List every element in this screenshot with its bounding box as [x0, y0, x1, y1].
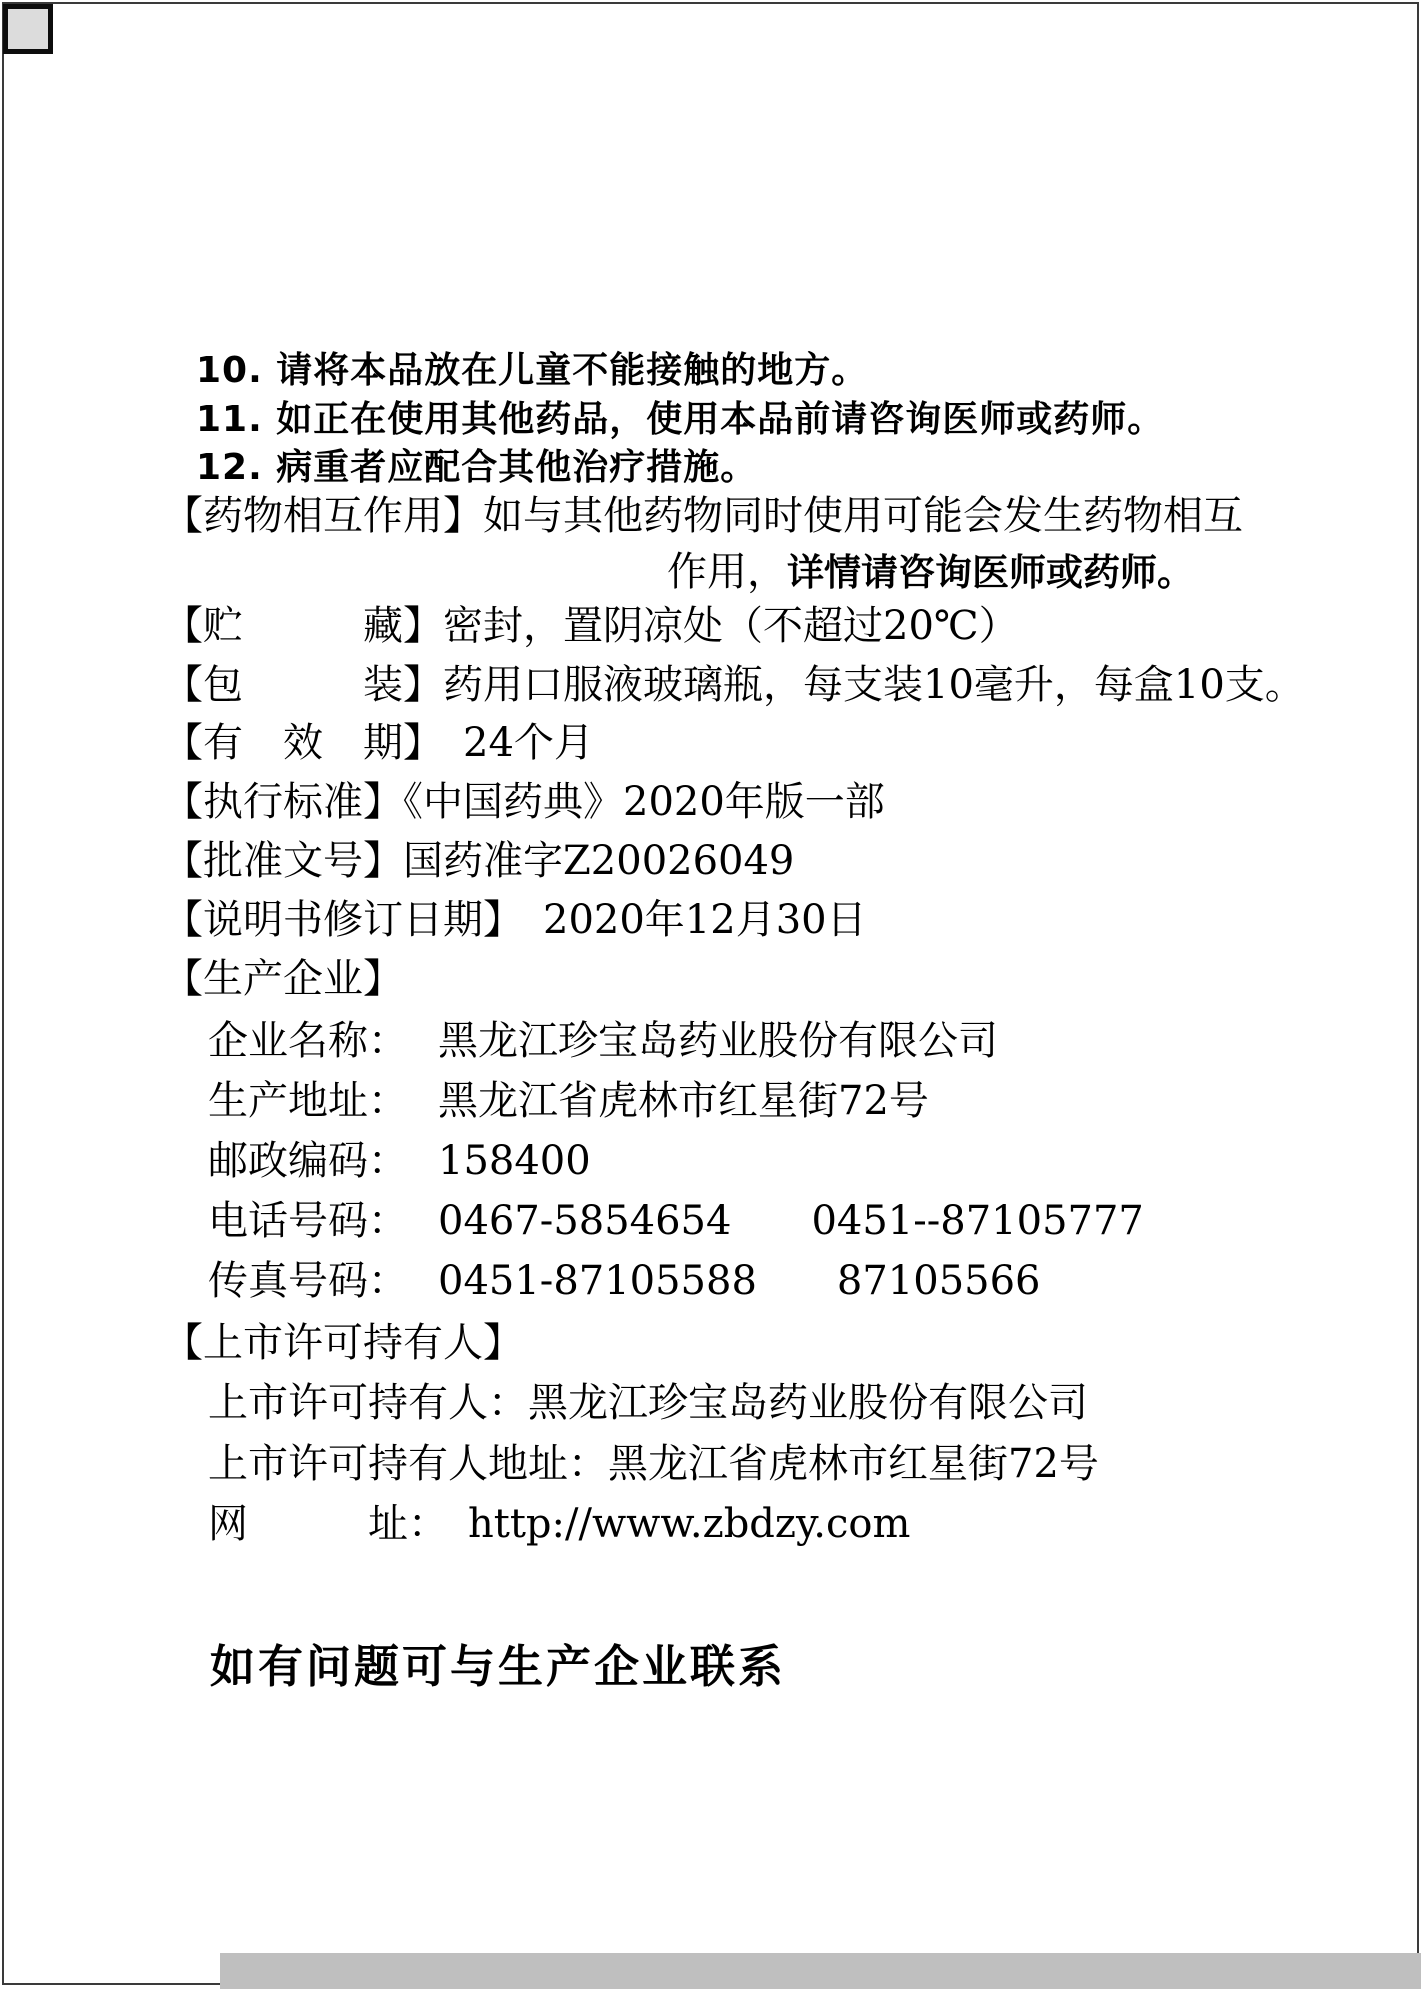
entry-storage-value: 密封，置阴凉处（不超过20℃） — [443, 603, 1019, 649]
entry-packaging — [163, 662, 1305, 708]
entry-validity-period-label: 【有 效 期】 — [163, 720, 423, 766]
manufacturer-address-value: 黑龙江省虎林市红星街72号 — [438, 1078, 929, 1124]
mah-holder-label: 上市许可持有人： — [208, 1380, 528, 1426]
footer-contact-note: 如有问题可与生产企业联系 — [210, 1640, 787, 1693]
entry-revision-date — [163, 897, 867, 943]
entry-revision-date-label: 【说明书修订日期】 — [163, 897, 503, 943]
manufacturer-postcode-label: 邮政编码： — [208, 1138, 408, 1184]
entry-approval-number-label: 【批准文号】 — [163, 838, 403, 884]
precaution-item-10: 10. 请将本品放在儿童不能接触的地方。 — [196, 350, 869, 391]
corner-registration-mark — [3, 4, 53, 54]
mah-holder-value: 黑龙江珍宝岛药业股份有限公司 — [528, 1380, 1088, 1426]
mah-header: 【上市许可持有人】 — [163, 1320, 523, 1366]
manufacturer-company-name-value: 黑龙江珍宝岛药业股份有限公司 — [438, 1018, 998, 1064]
mah-address-value: 黑龙江省虎林市红星街72号 — [608, 1441, 1099, 1487]
entry-validity-period-value: 24个月 — [423, 720, 594, 766]
mah-row-website — [208, 1501, 910, 1547]
entry-executive-standard — [163, 779, 885, 825]
entry-drug-interaction-text: 如与其他药物同时使用可能会发生药物相互 — [483, 493, 1243, 539]
manufacturer-phone-label: 电话号码： — [208, 1198, 408, 1244]
mah-website-url: http://www.zbdzy.com — [428, 1501, 911, 1547]
manufacturer-header: 【生产企业】 — [163, 956, 403, 1002]
entry-executive-standard-value: 《中国药典》2020年版一部 — [403, 779, 885, 825]
entry-approval-number — [163, 838, 794, 884]
manufacturer-row-address — [208, 1078, 929, 1124]
manufacturer-fax-value: 0451-87105588 87105566 — [438, 1258, 1041, 1304]
precaution-item-11: 11. 如正在使用其他药品，使用本品前请咨询医师或药师。 — [196, 399, 1165, 440]
entry-storage — [163, 603, 1019, 649]
manufacturer-address-label: 生产地址： — [208, 1078, 408, 1124]
manufacturer-company-name-label: 企业名称： — [208, 1018, 408, 1064]
entry-packaging-label: 【包 装】 — [163, 662, 443, 708]
entry-storage-label: 【贮 藏】 — [163, 603, 443, 649]
bottom-gray-bar — [220, 1953, 1421, 1989]
entry-executive-standard-label: 【执行标准】 — [163, 779, 403, 825]
manufacturer-row-company-name — [208, 1018, 998, 1064]
mah-website-label: 网 址： — [208, 1501, 428, 1547]
entry-drug-interaction — [163, 493, 1243, 539]
mah-row-address — [208, 1441, 1099, 1487]
manufacturer-phone-value: 0467-5854654 0451--87105777 — [438, 1198, 1144, 1244]
mah-row-holder — [208, 1380, 1088, 1426]
manufacturer-fax-label: 传真号码： — [208, 1258, 408, 1304]
manufacturer-row-fax — [208, 1258, 1041, 1304]
entry-drug-interaction-text-bold: 详情请咨询医师或药师。 — [787, 551, 1194, 594]
entry-revision-date-value: 2020年12月30日 — [503, 897, 867, 943]
entry-drug-interaction-label: 【药物相互作用】 — [163, 493, 483, 539]
precaution-item-12: 12. 病重者应配合其他治疗措施。 — [196, 447, 758, 488]
manufacturer-postcode-value: 158400 — [438, 1138, 591, 1184]
manufacturer-row-phone — [208, 1198, 1144, 1244]
mah-address-label: 上市许可持有人地址： — [208, 1441, 608, 1487]
entry-packaging-value: 药用口服液玻璃瓶，每支装10毫升，每盒10支。 — [443, 662, 1305, 708]
entry-drug-interaction-continuation — [667, 549, 1194, 595]
entry-drug-interaction-text-plain: 作用， — [667, 549, 787, 595]
manufacturer-row-postcode — [208, 1138, 591, 1184]
entry-approval-number-value: 国药准字Z20026049 — [403, 838, 795, 884]
entry-validity-period — [163, 720, 594, 766]
